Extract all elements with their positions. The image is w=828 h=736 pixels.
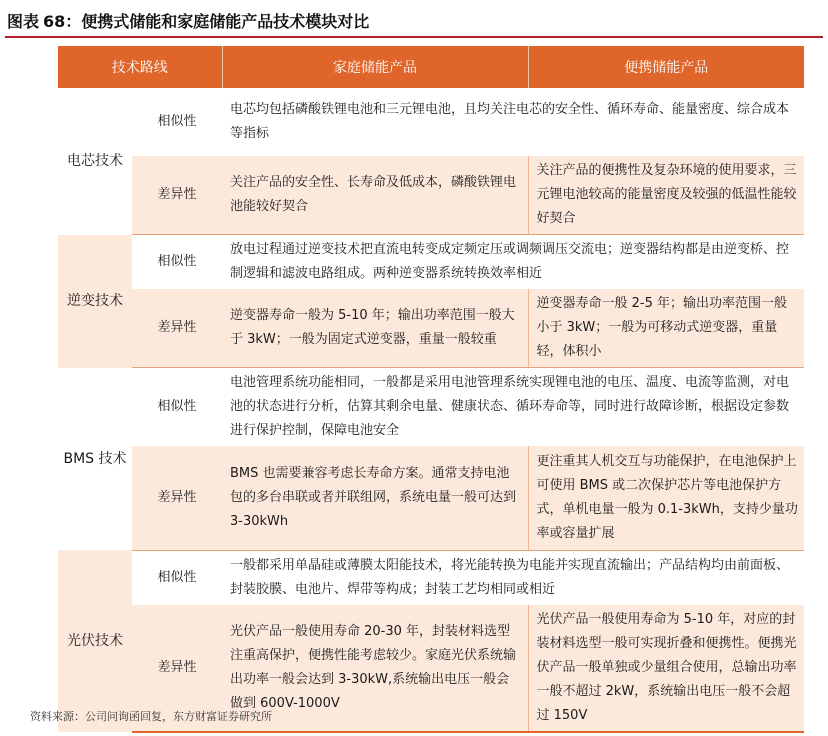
comparison-table-wrapper <box>58 46 804 733</box>
difference-label: 差异性 <box>132 605 222 732</box>
table-row <box>58 156 804 235</box>
table-header-row <box>58 46 804 88</box>
difference-portable-text: 逆变器寿命一般 2-5 年；输出功率范围一般小于 3kW；一般为可移动式逆变器，重量轻，体积小 <box>528 289 804 368</box>
similarity-text: 电芯均包括磷酸铁锂电池和三元锂电池，且均关注电芯的安全性、循环寿命、能量密度、综合成本等指标 <box>222 88 804 156</box>
difference-label: 差异性 <box>132 289 222 368</box>
difference-portable-text: 更注重其人机交互与功能保护，在电池保护上可使用 BMS 或二次保护芯片等电池保护方式，单机电量一般为 0.1-3kWh，支持少量功率或容量扩展 <box>528 446 804 550</box>
table-row <box>58 550 804 605</box>
similarity-label: 相似性 <box>132 368 222 447</box>
header-home-storage: 家庭储能产品 <box>222 46 528 88</box>
similarity-text: 电池管理系统功能相同，一般都是采用电池管理系统实现锂电池的电压、温度、电流等监测，对电池的状态进行分析，估算其剩余电量、健康状态、循环寿命等，同时进行故障诊断，根据设定参数进行保护控制，保障电池安全 <box>222 368 804 447</box>
difference-label: 差异性 <box>132 156 222 235</box>
figure-prefix: 图表 <box>7 12 40 31</box>
similarity-text: 放电过程通过逆变技术把直流电转变成定频定压或调频调压交流电；逆变器结构都是由逆变桥、控制逻辑和滤波电路组成。两种逆变器系统转换效率相近 <box>222 235 804 290</box>
comparison-table <box>58 46 804 733</box>
route-cell: 电芯技术 <box>58 88 132 235</box>
difference-portable-text: 关注产品的便携性及复杂环境的使用要求，三元锂电池较高的能量密度及较强的低温性能较好契合 <box>528 156 804 235</box>
similarity-label: 相似性 <box>132 235 222 290</box>
route-cell: 逆变技术 <box>58 235 132 368</box>
table-row <box>58 235 804 290</box>
table-row <box>58 446 804 550</box>
difference-home-text: BMS 也需要兼容考虑长寿命方案。通常支持电池包的多台串联或者并联组网，系统电量一般可达到 3-30kWh <box>222 446 528 550</box>
route-cell: 光伏技术 <box>58 550 132 732</box>
figure-number: 68： <box>43 12 82 31</box>
figure-title-text: 便携式储能和家庭储能产品技术模块对比 <box>81 12 370 31</box>
figure-title <box>5 8 823 38</box>
difference-home-text: 光伏产品一般使用寿命 20-30 年，封装材料选型注重高保护，便携性能考虑较少。家庭光伏系统输出功率一般会达到 3-30kW,系统输出电压一般会做到 600V-1000V <box>222 605 528 732</box>
source-note: 资料来源：公司问询函回复，东方财富证券研究所 <box>30 710 272 723</box>
difference-label: 差异性 <box>132 446 222 550</box>
header-route: 技术路线 <box>58 46 222 88</box>
difference-home-text: 关注产品的安全性、长寿命及低成本，磷酸铁锂电池能较好契合 <box>222 156 528 235</box>
table-row <box>58 289 804 368</box>
header-portable-storage: 便携储能产品 <box>528 46 804 88</box>
route-cell: BMS 技术 <box>58 368 132 551</box>
difference-portable-text: 光伏产品一般使用寿命为 5-10 年，对应的封装材料选型一般可实现折叠和便携性。便携光伏产品一般单独或少量组合使用，总输出功率一般不超过 2kW，系统输出电压一般不会超过 150V <box>528 605 804 732</box>
similarity-label: 相似性 <box>132 88 222 156</box>
similarity-text: 一般都采用单晶硅或薄膜太阳能技术，将光能转换为电能并实现直流输出；产品结构均由前面板、封装胶膜、电池片、焊带等构成；封装工艺均相同或相近 <box>222 550 804 605</box>
difference-home-text: 逆变器寿命一般为 5-10 年；输出功率范围一般大于 3kW；一般为固定式逆变器，重量一般较重 <box>222 289 528 368</box>
table-row <box>58 88 804 156</box>
table-row <box>58 368 804 447</box>
similarity-label: 相似性 <box>132 550 222 605</box>
